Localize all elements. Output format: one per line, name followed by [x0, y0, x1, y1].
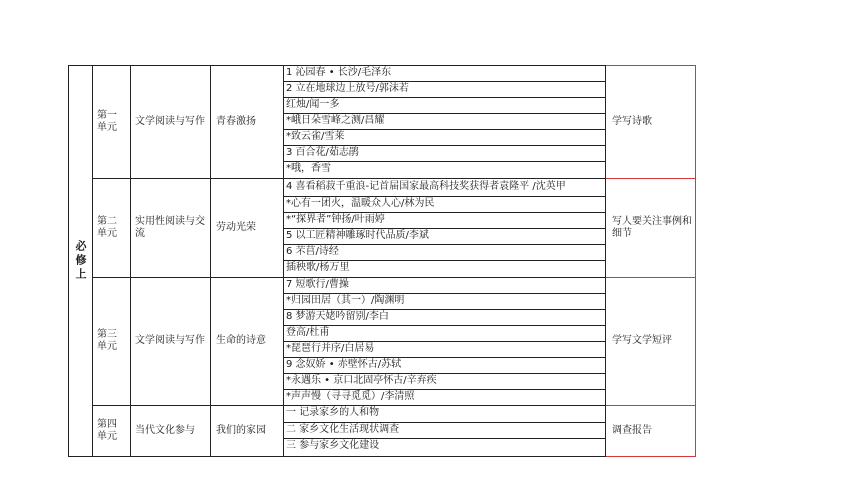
table-border — [606, 456, 696, 457]
unit-writing-task: 写人要关注事例和细节 — [612, 215, 692, 239]
unit-theme: 生命的诗意 — [216, 335, 266, 346]
unit-theme: 我们的家园 — [216, 424, 266, 436]
row-divider — [283, 309, 605, 310]
table-border — [68, 456, 606, 457]
row-divider — [283, 357, 605, 358]
unit-theme: 青春激扬 — [216, 115, 256, 127]
table-divider — [92, 65, 93, 456]
row-divider — [283, 81, 605, 82]
lesson-item: 三 参与家乡文化建设 — [286, 440, 380, 451]
volume-label: 必修上 — [74, 239, 87, 282]
lesson-item: 一 记录家乡的人和物 — [286, 407, 380, 418]
row-divider — [283, 389, 605, 390]
row-divider — [283, 325, 605, 326]
unit-label: 第一单元 — [97, 109, 117, 133]
table-divider — [92, 405, 606, 406]
row-divider — [283, 293, 605, 294]
row-divider — [283, 438, 605, 439]
unit-task: 实用性阅读与交流 — [135, 215, 205, 239]
row-divider — [283, 422, 605, 423]
lesson-item: 插秧歌/杨万里 — [286, 262, 350, 273]
row-divider — [283, 373, 605, 374]
table-divider — [605, 65, 606, 456]
row-divider — [283, 145, 605, 146]
table-divider — [92, 277, 606, 278]
table-divider — [210, 65, 211, 456]
table-border — [68, 65, 69, 456]
row-divider — [283, 113, 605, 114]
lesson-item: *永遇乐 • 京口北固亭怀古/辛弃疾 — [286, 375, 437, 386]
lesson-item: *“探界者”钟扬/叶雨婷 — [286, 214, 385, 225]
lesson-item: 4 喜看稻菽千重浪-记首届国家最高科技奖获得者袁隆平 /沈英甲 — [286, 181, 566, 192]
row-divider — [283, 260, 605, 261]
unit-writing-task: 调查报告 — [612, 424, 652, 436]
unit-task: 文学阅读与写作 — [135, 335, 205, 346]
unit-writing-task: 学写文学短评 — [612, 335, 672, 346]
lesson-item: 登高/杜甫 — [286, 327, 330, 338]
row-divider — [283, 228, 605, 229]
table-border — [68, 65, 606, 66]
lesson-item: *琵琶行并序/白居易 — [286, 343, 375, 354]
lesson-item: *归园田居（其一）/陶渊明 — [286, 295, 405, 306]
unit-label: 第三单元 — [97, 329, 117, 352]
lesson-item: 9 念奴娇 • 赤壁怀古/苏轼 — [286, 359, 402, 370]
lesson-item: 1 沁园春 • 长沙/毛泽东 — [286, 67, 392, 78]
lesson-item: *峨日朵雪峰之测/昌耀 — [286, 115, 385, 126]
unit-task: 当代文化参与 — [135, 424, 195, 436]
row-divider — [283, 97, 605, 98]
row-divider — [283, 244, 605, 245]
table-divider — [606, 178, 696, 179]
lesson-item: *致云雀/雪莱 — [286, 131, 345, 142]
row-divider — [283, 212, 605, 213]
lesson-item: 红烛/闻一多 — [286, 99, 340, 110]
table-border — [606, 65, 696, 66]
lesson-item: *声声慢（寻寻觅觅）/李清照 — [286, 391, 415, 402]
unit-theme: 劳动光荣 — [216, 221, 256, 233]
table-divider — [92, 178, 606, 179]
unit-label: 第四单元 — [97, 418, 117, 442]
lesson-item: 二 家乡文化生活现状调查 — [286, 424, 400, 435]
lesson-item: *哦，香雪 — [286, 163, 331, 174]
lesson-item: *心有一团火，温暖众人心/林为民 — [286, 198, 435, 209]
lesson-item: 3 百合花/茹志鹃 — [286, 147, 359, 158]
lesson-item: 8 梦游天姥吟留别/李白 — [286, 311, 389, 322]
table-divider — [606, 405, 696, 406]
table-divider — [130, 65, 131, 456]
table-border — [695, 65, 696, 457]
row-divider — [283, 196, 605, 197]
unit-writing-task: 学写诗歌 — [612, 115, 652, 127]
row-divider — [283, 161, 605, 162]
lesson-item: 2 立在地球边上放号/郭沫若 — [286, 83, 409, 94]
row-divider — [283, 341, 605, 342]
lesson-item: 6 芣苢/诗经 — [286, 246, 339, 257]
table-divider — [606, 277, 696, 278]
unit-label: 第二单元 — [97, 215, 117, 239]
lesson-item: 7 短歌行/曹操 — [286, 279, 349, 290]
row-divider — [283, 129, 605, 130]
lesson-item: 5 以工匠精神雕琢时代品质/李斌 — [286, 230, 429, 241]
unit-task: 文学阅读与写作 — [135, 115, 205, 127]
